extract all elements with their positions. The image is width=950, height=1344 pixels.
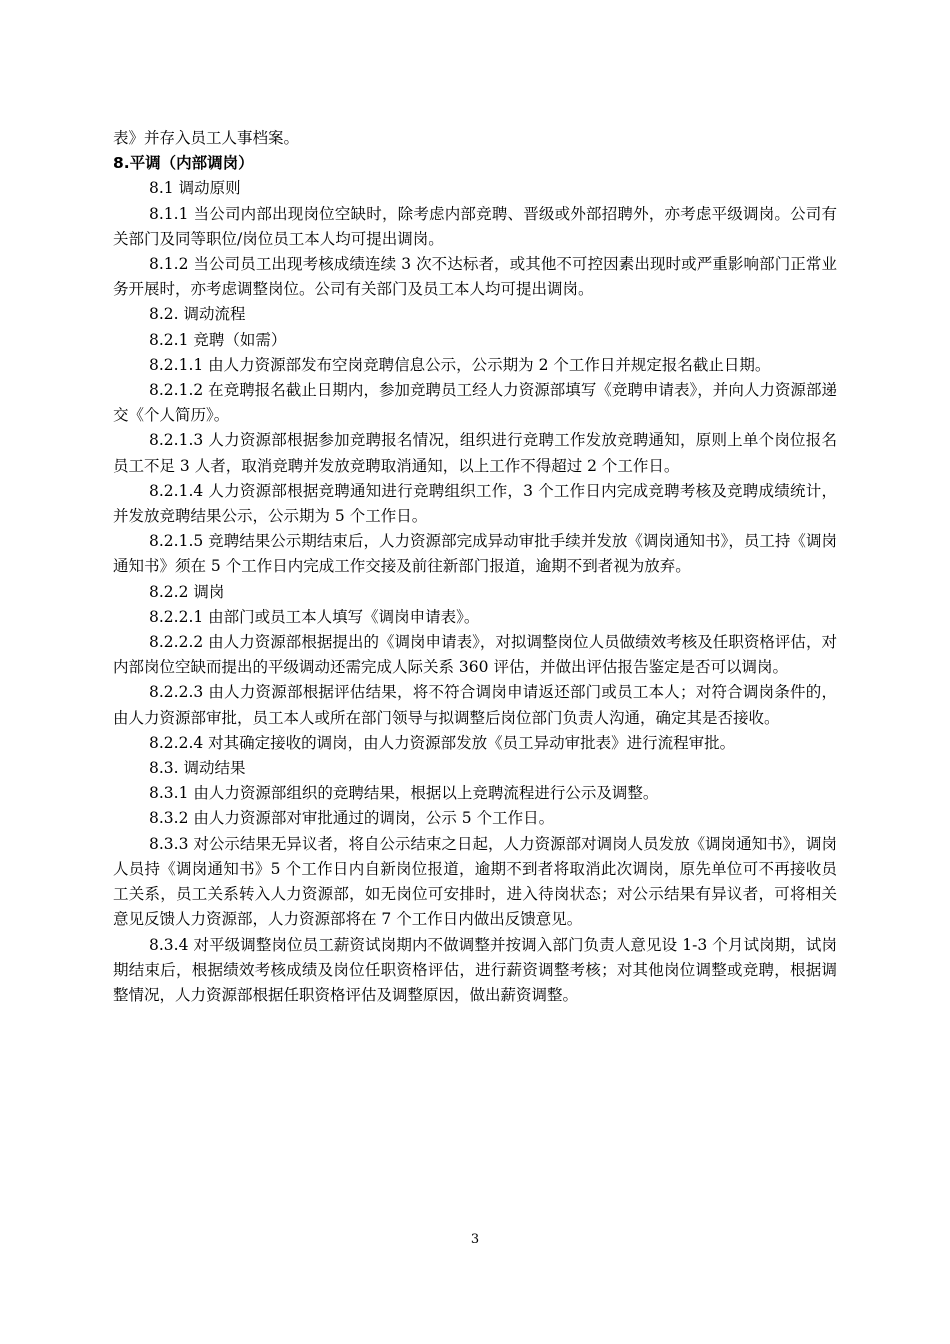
subheading-8-1: 8.1 调动原则: [149, 179, 241, 198]
paragraph-8-2-2-4: 8.2.2.4 对其确定接收的调岗，由人力资源部发放《员工异动审批表》进行流程审批。: [149, 733, 736, 752]
paragraph-8-2-1-1: 8.2.1.1 由人力资源部发布空岗竞聘信息公示，公示期为 2 个工作日并规定报名截止日期。: [149, 355, 771, 374]
subheading-8-2-2: 8.2.2 调岗: [149, 582, 225, 601]
paragraph-continuation: 表》并存入员工人事档案。: [113, 129, 300, 147]
paragraph-8-2-1-2: 8.2.1.2 在竞聘报名截止日期内，参加竞聘员工经人力资源部填写《竞聘申请表》，并向人力资源部递交《个人简历》。: [113, 381, 837, 425]
paragraph-8-2-1-4: 8.2.1.4 人力资源部根据竞聘通知进行竞聘组织工作，3 个工作日内完成竞聘考核及竞聘成绩统计，并发放竞聘结果公示，公示期为 5 个工作日。: [113, 481, 837, 526]
paragraph-8-3-1: 8.3.1 由人力资源部组织的竞聘结果，根据以上竞聘流程进行公示及调整。: [149, 784, 659, 803]
paragraph-8-3-2: 8.3.2 由人力资源部对审批通过的调岗，公示 5 个工作日。: [149, 809, 555, 828]
section-heading-8: 8.平调（内部调岗）: [113, 154, 254, 173]
page-number: 3: [470, 1232, 480, 1247]
paragraph-8-3-4: 8.3.4 对平级调整岗位员工薪资试岗期内不做调整并按调入部门负责人意见设 1-3 个月试岗期，试岗期结束后，根据绩效考核成绩及岗位任职资格评估，进行薪资调整考核；对其他岗位调整或竞聘，根据调整情况，人力资源部根据任职资格评估及调整原因，做出薪资调整。: [113, 935, 837, 1004]
subheading-8-2: 8.2. 调动流程: [149, 305, 246, 324]
document-body: [113, 126, 837, 1008]
paragraph-8-3-3: 8.3.3 对公示结果无异议者，将自公示结束之日起，人力资源部对调岗人员发放《调岗通知书》，调岗人员持《调岗通知书》5 个工作日内自新岗位报道，逾期不到者将取消此次调岗，原先单位可不再接收员工关系，员工关系转入人力资源部，如无岗位可安排时，进入待岗状态；对公示结果有异议者，可将相关意见反馈人力资源部，人力资源部将在 7 个工作日内做出反馈意见。: [113, 834, 837, 929]
paragraph-8-2-1-3: 8.2.1.3 人力资源部根据参加竞聘报名情况，组织进行竞聘工作发放竞聘通知，原则上单个岗位报名员工不足 3 人者，取消竞聘并发放竞聘取消通知，以上工作不得超过 2 个工作日。: [113, 431, 837, 475]
paragraph-8-2-1-5: 8.2.1.5 竞聘结果公示期结束后，人力资源部完成异动审批手续并发放《调岗通知书》，员工持《调岗通知书》须在 5 个工作日内完成工作交接及前往新部门报道，逾期不到者视为放弃。: [113, 532, 837, 576]
paragraph-8-2-2-1: 8.2.2.1 由部门或员工本人填写《调岗申请表》。: [149, 607, 480, 626]
subheading-8-2-1: 8.2.1 竞聘（如需）: [149, 330, 287, 349]
paragraph-8-2-2-2: 8.2.2.2 由人力资源部根据提出的《调岗申请表》，对拟调整岗位人员做绩效考核及任职资格评估，对内部岗位空缺而提出的平级调动还需完成人际关系 360 评估，并做出评估报告鉴定是否可以调岗。: [113, 633, 837, 677]
paragraph-8-2-2-3: 8.2.2.3 由人力资源部根据评估结果，将不符合调岗申请返还部门或员工本人；对符合调岗条件的，由人力资源部审批，员工本人或所在部门领导与拟调整后岗位部门负责人沟通，确定其是否接收。: [113, 683, 837, 727]
paragraph-8-1-1: 8.1.1 当公司内部出现岗位空缺时，除考虑内部竞聘、晋级或外部招聘外，亦考虑平级调岗。公司有关部门及同等职位/岗位员工本人均可提出调岗。: [113, 204, 837, 248]
paragraph-8-1-2: 8.1.2 当公司员工出现考核成绩连续 3 次不达标者，或其他不可控因素出现时或严重影响部门正常业务开展时，亦考虑调整岗位。公司有关部门及员工本人均可提出调岗。: [113, 255, 837, 299]
subheading-8-3: 8.3. 调动结果: [149, 759, 246, 778]
